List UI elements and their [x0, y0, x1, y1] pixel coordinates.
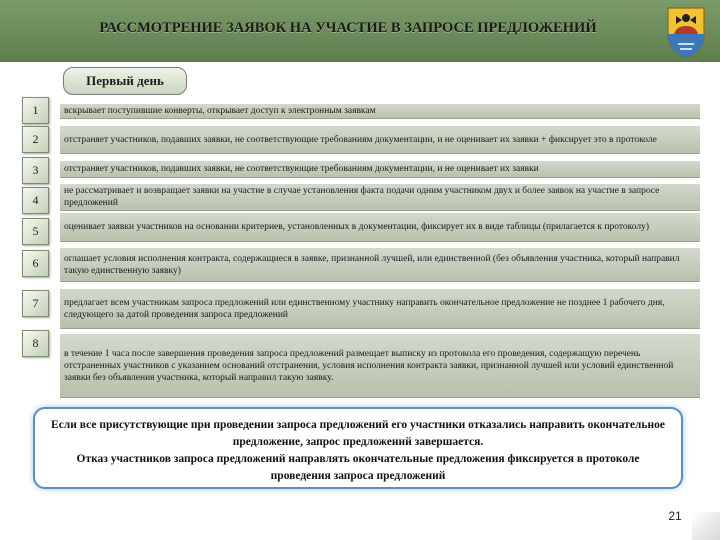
completion-note [33, 407, 683, 489]
step-number-3: 3 [22, 157, 49, 184]
step-number-5: 5 [22, 218, 49, 245]
note-line-1: Если все присутствующие при проведении запроса предложений его участники отказались направить окончательное предложение, запрос предложений завершается. [51, 419, 665, 448]
step-row-3: отстраняет участников, подавших заявки, не соответствующие требованиям документации, и не оценивает их заявки [60, 161, 700, 178]
step-row-5: оценивает заявки участников на основании критериев, установленных в документации, фиксирует их в виде таблицы (прилагается к протоколу) [60, 213, 700, 242]
step-number-6: 6 [22, 250, 49, 277]
step-number-4: 4 [22, 187, 49, 214]
step-number-7: 7 [22, 290, 49, 317]
header-bar [0, 0, 720, 62]
note-line-2: Отказ участников запроса предложений направлять окончательные предложения фиксируется в протоколе проведения запроса предложений [76, 453, 640, 482]
coat-of-arms-icon [664, 4, 708, 60]
step-number-1: 1 [22, 97, 49, 124]
step-row-2: отстраняет участников, подавших заявки, не соответствующие требованиям документации, и не оценивает их заявки + фиксирует это в протоколе [60, 126, 700, 154]
step-row-1: вскрывает поступившие конверты, открывает доступ к электронным заявкам [60, 104, 700, 119]
page-number: 21 [668, 509, 682, 523]
day-label: Первый день [63, 67, 187, 95]
step-row-7: предлагает всем участникам запроса предложений или единственному участнику направить окончательное предложение не позднее 1 рабочего дня, следующего за датой проведения запроса предложений [60, 289, 700, 329]
page-curl-decoration [692, 512, 720, 540]
step-row-6: оглашает условия исполнения контракта, содержащиеся в заявке, признанной лучшей, или единственной (без объявления участника, который направил такую единственную заявку) [60, 248, 700, 282]
step-row-8: в течение 1 часа после завершения проведения запроса предложений размещает выписку из протокола его проведения, содержащую перечень отстраненных участников с указанием оснований отстранения, условия исполнения контракта заявки, признанной лучшей или условий единственной заявки без объявления участника, который направил такую заявку. [60, 334, 700, 398]
slide-title: РАССМОТРЕНИЕ ЗАЯВОК НА УЧАСТИЕ В ЗАПРОСЕ ПРЕДЛОЖЕНИЙ [99, 20, 597, 36]
step-number-8: 8 [22, 330, 49, 357]
step-row-4: не рассматривает и возвращает заявки на участие в случае установления факта подачи одним участником двух и более заявок на участие в запросе предложений [60, 184, 700, 211]
step-number-2: 2 [22, 126, 49, 153]
